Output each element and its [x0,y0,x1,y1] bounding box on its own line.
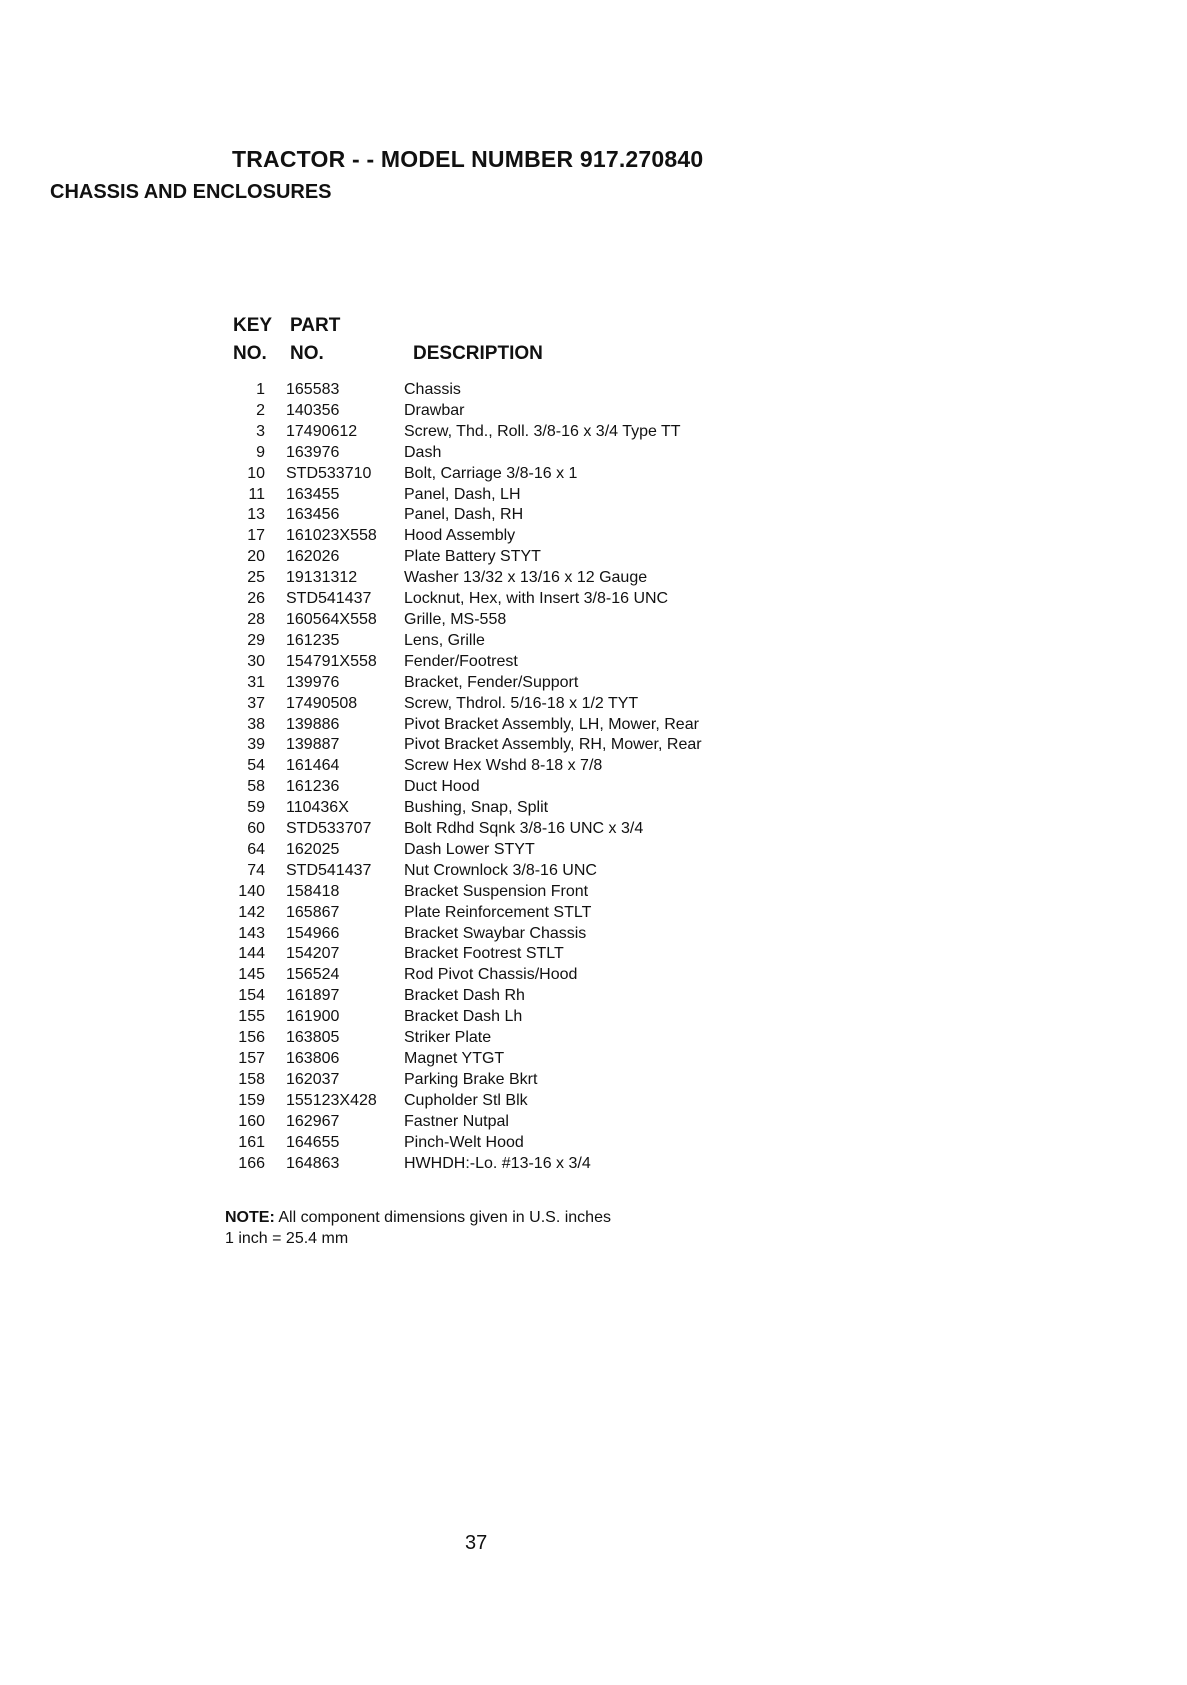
part-number-cell: 156524 [286,966,340,984]
part-number-cell: 17490612 [286,422,358,440]
key-number-cell: 26 [247,590,265,608]
part-number-cell: 110436X [286,799,349,817]
table-row [225,505,804,526]
key-number-cell: 10 [247,464,265,482]
column-header-description: DESCRIPTION [413,343,543,364]
part-number-cell: 161023X558 [286,527,377,545]
key-number-cell: 29 [247,631,265,649]
key-number-cell: 140 [238,882,265,900]
column-header-key-bottom: NO. [233,343,267,364]
description-cell: Plate Reinforcement STLT [404,903,592,921]
description-cell: Fender/Footrest [404,652,518,670]
description-cell: Washer 13/32 x 13/16 x 12 Gauge [404,569,648,587]
description-cell: Grille, MS-558 [404,610,507,628]
part-number-cell: 139887 [286,736,340,754]
table-row [225,882,804,903]
table-row [225,422,804,443]
key-number-cell: 30 [247,652,265,670]
page-number: 37 [465,1532,488,1554]
table-row [225,443,804,464]
key-number-cell: 39 [247,736,265,754]
table-row [225,485,804,506]
key-number-cell: 157 [238,1050,265,1067]
part-number-cell: 163456 [286,506,340,524]
parts-table [225,380,804,1174]
part-number-cell: 163455 [286,485,340,503]
part-number-cell: 139976 [286,673,340,691]
description-cell: Bracket Footrest STLT [404,945,564,963]
key-number-cell: 11 [248,485,265,503]
table-row [225,861,804,882]
description-cell: Bushing, Snap, Split [404,799,549,817]
table-row [225,924,804,945]
description-cell: Pivot Bracket Assembly, LH, Mower, Rear [404,715,699,733]
table-row [225,631,804,652]
part-number-cell: 161900 [286,1008,340,1026]
part-number-cell: 165583 [286,381,340,398]
column-header-part-top: PART [290,315,341,336]
key-number-cell: 158 [238,1070,265,1088]
table-row [225,777,804,798]
key-number-cell: 13 [247,506,265,524]
part-number-cell: 162037 [286,1070,340,1088]
key-number-cell: 154 [238,987,265,1005]
description-cell: Hood Assembly [404,527,516,545]
table-row [225,380,804,401]
table-row [225,1091,804,1112]
key-number-cell: 74 [247,861,265,879]
part-number-cell: 163806 [286,1050,340,1067]
key-number-cell: 3 [256,422,265,440]
key-number-cell: 143 [238,924,265,942]
key-number-cell: 64 [247,840,265,858]
table-row [225,526,804,547]
key-number-cell: 144 [238,945,265,963]
description-cell: Bracket Swaybar Chassis [404,924,587,942]
key-number-cell: 155 [238,1008,265,1026]
key-number-cell: 142 [238,903,265,921]
table-row [225,401,804,422]
column-header-part-bottom: NO. [290,343,324,364]
key-number-cell: 58 [247,778,265,796]
part-number-cell: STD541437 [286,861,372,879]
key-number-cell: 60 [247,820,265,838]
key-number-cell: 28 [247,610,265,628]
description-cell: Drawbar [404,401,465,419]
table-row [225,547,804,568]
part-number-cell: 161236 [286,778,340,796]
description-cell: Pinch-Welt Hood [404,1133,524,1151]
key-number-cell: 2 [256,401,265,419]
part-number-cell: 154966 [286,924,340,942]
note [225,1207,611,1249]
key-number-cell: 20 [247,548,265,566]
description-cell: Parking Brake Bkrt [404,1070,538,1088]
description-cell: Bracket Dash Lh [404,1008,523,1026]
description-cell: HWHDH:-Lo. #13-16 x 3/4 [404,1154,591,1172]
description-cell: Screw Hex Wshd 8-18 x 7/8 [404,757,603,775]
page-title: TRACTOR - - MODEL NUMBER 917.270840 [232,146,704,172]
table-row [225,819,804,840]
description-cell: Panel, Dash, LH [404,485,521,503]
table-row [225,1028,804,1049]
description-cell: Striker Plate [404,1029,492,1047]
note-text: All component dimensions given in U.S. inches [278,1209,611,1226]
description-cell: Bracket Suspension Front [404,882,589,900]
table-row [225,652,804,673]
table-row [225,610,804,631]
description-cell: Nut Crownlock 3/8-16 UNC [404,861,597,879]
description-cell: Screw, Thdrol. 5/16-18 x 1/2 TYT [404,694,639,712]
description-cell: Screw, Thd., Roll. 3/8-16 x 3/4 Type TT [404,422,681,440]
table-row [225,673,804,694]
table-row [225,986,804,1007]
note-label: NOTE: [225,1209,275,1226]
key-number-cell: 159 [238,1091,265,1109]
table-row [225,694,804,715]
part-number-cell: 139886 [286,715,340,733]
table-row [225,1070,804,1091]
note-conversion: 1 inch = 25.4 mm [225,1230,349,1247]
part-number-cell: 165867 [286,903,340,921]
table-row [225,464,804,485]
key-number-cell: 38 [247,715,265,733]
key-number-cell: 145 [238,966,265,984]
part-number-cell: 161235 [286,631,340,649]
key-number-cell: 54 [247,757,265,775]
part-number-cell: 161897 [286,987,340,1005]
part-number-cell: 162025 [286,840,340,858]
description-cell: Dash Lower STYT [404,840,535,858]
key-number-cell: 9 [256,443,265,461]
key-number-cell: 25 [247,569,265,587]
part-number-cell: 19131312 [286,569,358,587]
part-number-cell: 164863 [286,1154,340,1172]
key-number-cell: 166 [238,1154,265,1172]
part-number-cell: 163805 [286,1029,340,1047]
section-title: CHASSIS AND ENCLOSURES [50,181,332,203]
description-cell: Bracket, Fender/Support [404,673,579,691]
table-row [225,589,804,610]
description-cell: Magnet YTGT [404,1050,505,1067]
description-cell: Chassis [404,381,461,398]
part-number-cell: 154791X558 [286,652,377,670]
key-number-cell: 161 [238,1133,265,1151]
part-number-cell: STD533707 [286,820,372,838]
key-number-cell: 31 [247,673,265,691]
table-row [225,944,804,965]
part-number-cell: 164655 [286,1133,340,1151]
key-number-cell: 59 [247,799,265,817]
key-number-cell: 17 [247,527,265,545]
table-row [225,568,804,589]
description-cell: Cupholder Stl Blk [404,1091,528,1109]
part-number-cell: 162026 [286,548,340,566]
description-cell: Bolt, Carriage 3/8-16 x 1 [404,464,578,482]
description-cell: Bracket Dash Rh [404,987,525,1005]
part-number-cell: 140356 [286,401,340,419]
part-number-cell: 17490508 [286,694,358,712]
table-row [225,798,804,819]
part-number-cell: 155123X428 [286,1091,377,1109]
table-row [225,735,804,756]
table-row [225,1133,804,1154]
description-cell: Plate Battery STYT [404,548,541,566]
part-number-cell: 160564X558 [286,610,377,628]
table-row [225,1112,804,1133]
column-header-key-top: KEY [233,315,273,336]
description-cell: Fastner Nutpal [404,1112,509,1130]
description-cell: Pivot Bracket Assembly, RH, Mower, Rear [404,736,702,754]
table-row [225,965,804,986]
key-number-cell: 1 [256,381,265,398]
description-cell: Rod Pivot Chassis/Hood [404,966,578,984]
part-number-cell: STD541437 [286,590,372,608]
part-number-cell: 162967 [286,1112,340,1130]
description-cell: Duct Hood [404,778,480,796]
table-row [225,1154,804,1175]
part-number-cell: STD533710 [286,464,372,482]
key-number-cell: 160 [238,1112,265,1130]
parts-table-body [225,380,804,1174]
table-row [225,715,804,736]
table-row [225,1007,804,1028]
table-row [225,840,804,861]
description-cell: Panel, Dash, RH [404,506,524,524]
table-row [225,1049,804,1070]
part-number-cell: 158418 [286,882,340,900]
part-number-cell: 161464 [286,757,340,775]
key-number-cell: 156 [238,1029,265,1047]
description-cell: Bolt Rdhd Sqnk 3/8-16 UNC x 3/4 [404,820,644,838]
description-cell: Dash [404,443,442,461]
part-number-cell: 154207 [286,945,340,963]
description-cell: Lens, Grille [404,631,485,649]
part-number-cell: 163976 [286,443,340,461]
description-cell: Locknut, Hex, with Insert 3/8-16 UNC [404,590,669,608]
key-number-cell: 37 [247,694,265,712]
table-row [225,903,804,924]
table-row [225,756,804,777]
